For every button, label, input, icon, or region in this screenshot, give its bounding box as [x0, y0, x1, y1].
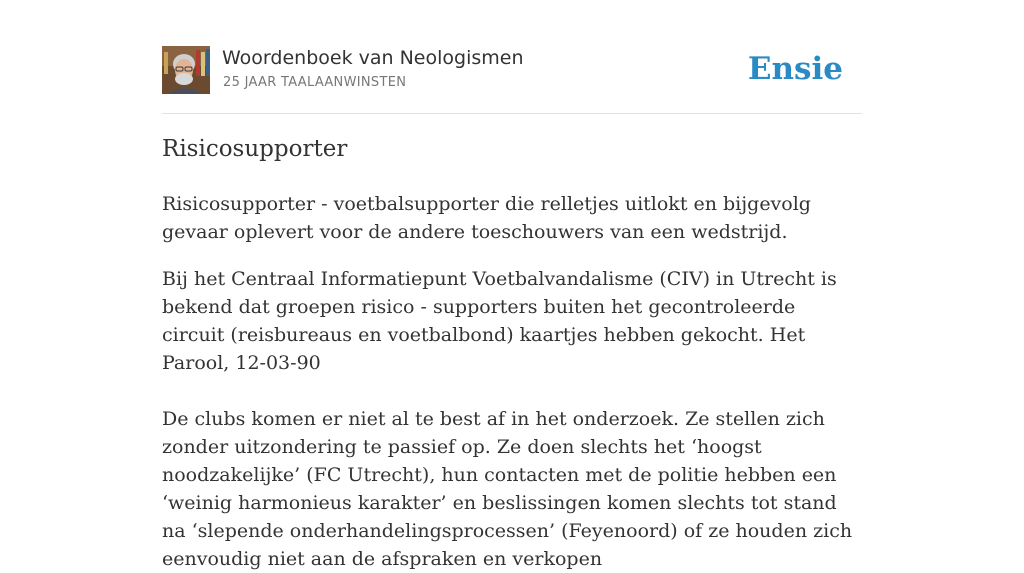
brand-logo-link[interactable]: Ensie	[747, 51, 843, 87]
quote-paragraph-2: De clubs komen er niet al te best af in het onderzoek. Ze stellen zich zonder uitzondering te passief op. Ze doen slechts het ‘hoogst noodzakelijke’ (FC Utrecht), hun contacten met de politie hebben een ‘weinig harmonieus karakter’ en beslissingen komen slechts tot stand na ‘slepende onderhandelingsprocessen’ (Feyenoord) of ze houden zich eenvoudig niet aan de afspraken en verkopen	[162, 408, 853, 570]
header-divider	[162, 113, 862, 114]
definition-paragraph: Risicosupporter - voetbalsupporter die relletjes uitlokt en bijgevolg gevaar oplevert voor de andere toeschouwers van een wedstrijd.	[162, 193, 811, 243]
article-title: Risicosupporter	[162, 136, 348, 162]
article-body	[162, 190, 862, 573]
site-header	[162, 46, 862, 96]
quote-paragraph-1: Bij het Centraal Informatiepunt Voetbalvandalisme (CIV) in Utrecht is bekend dat groepen risico - supporters buiten het gecontroleerde circuit (reisbureaus en voetbalbond) kaartjes hebben gekocht. Het Parool, 12-03-90	[162, 268, 837, 374]
author-name[interactable]: Woordenboek van Neologismen	[222, 47, 524, 69]
author-tagline: 25 JAAR TAALAANWINSTEN	[223, 75, 407, 90]
author-avatar-icon[interactable]	[162, 46, 210, 94]
